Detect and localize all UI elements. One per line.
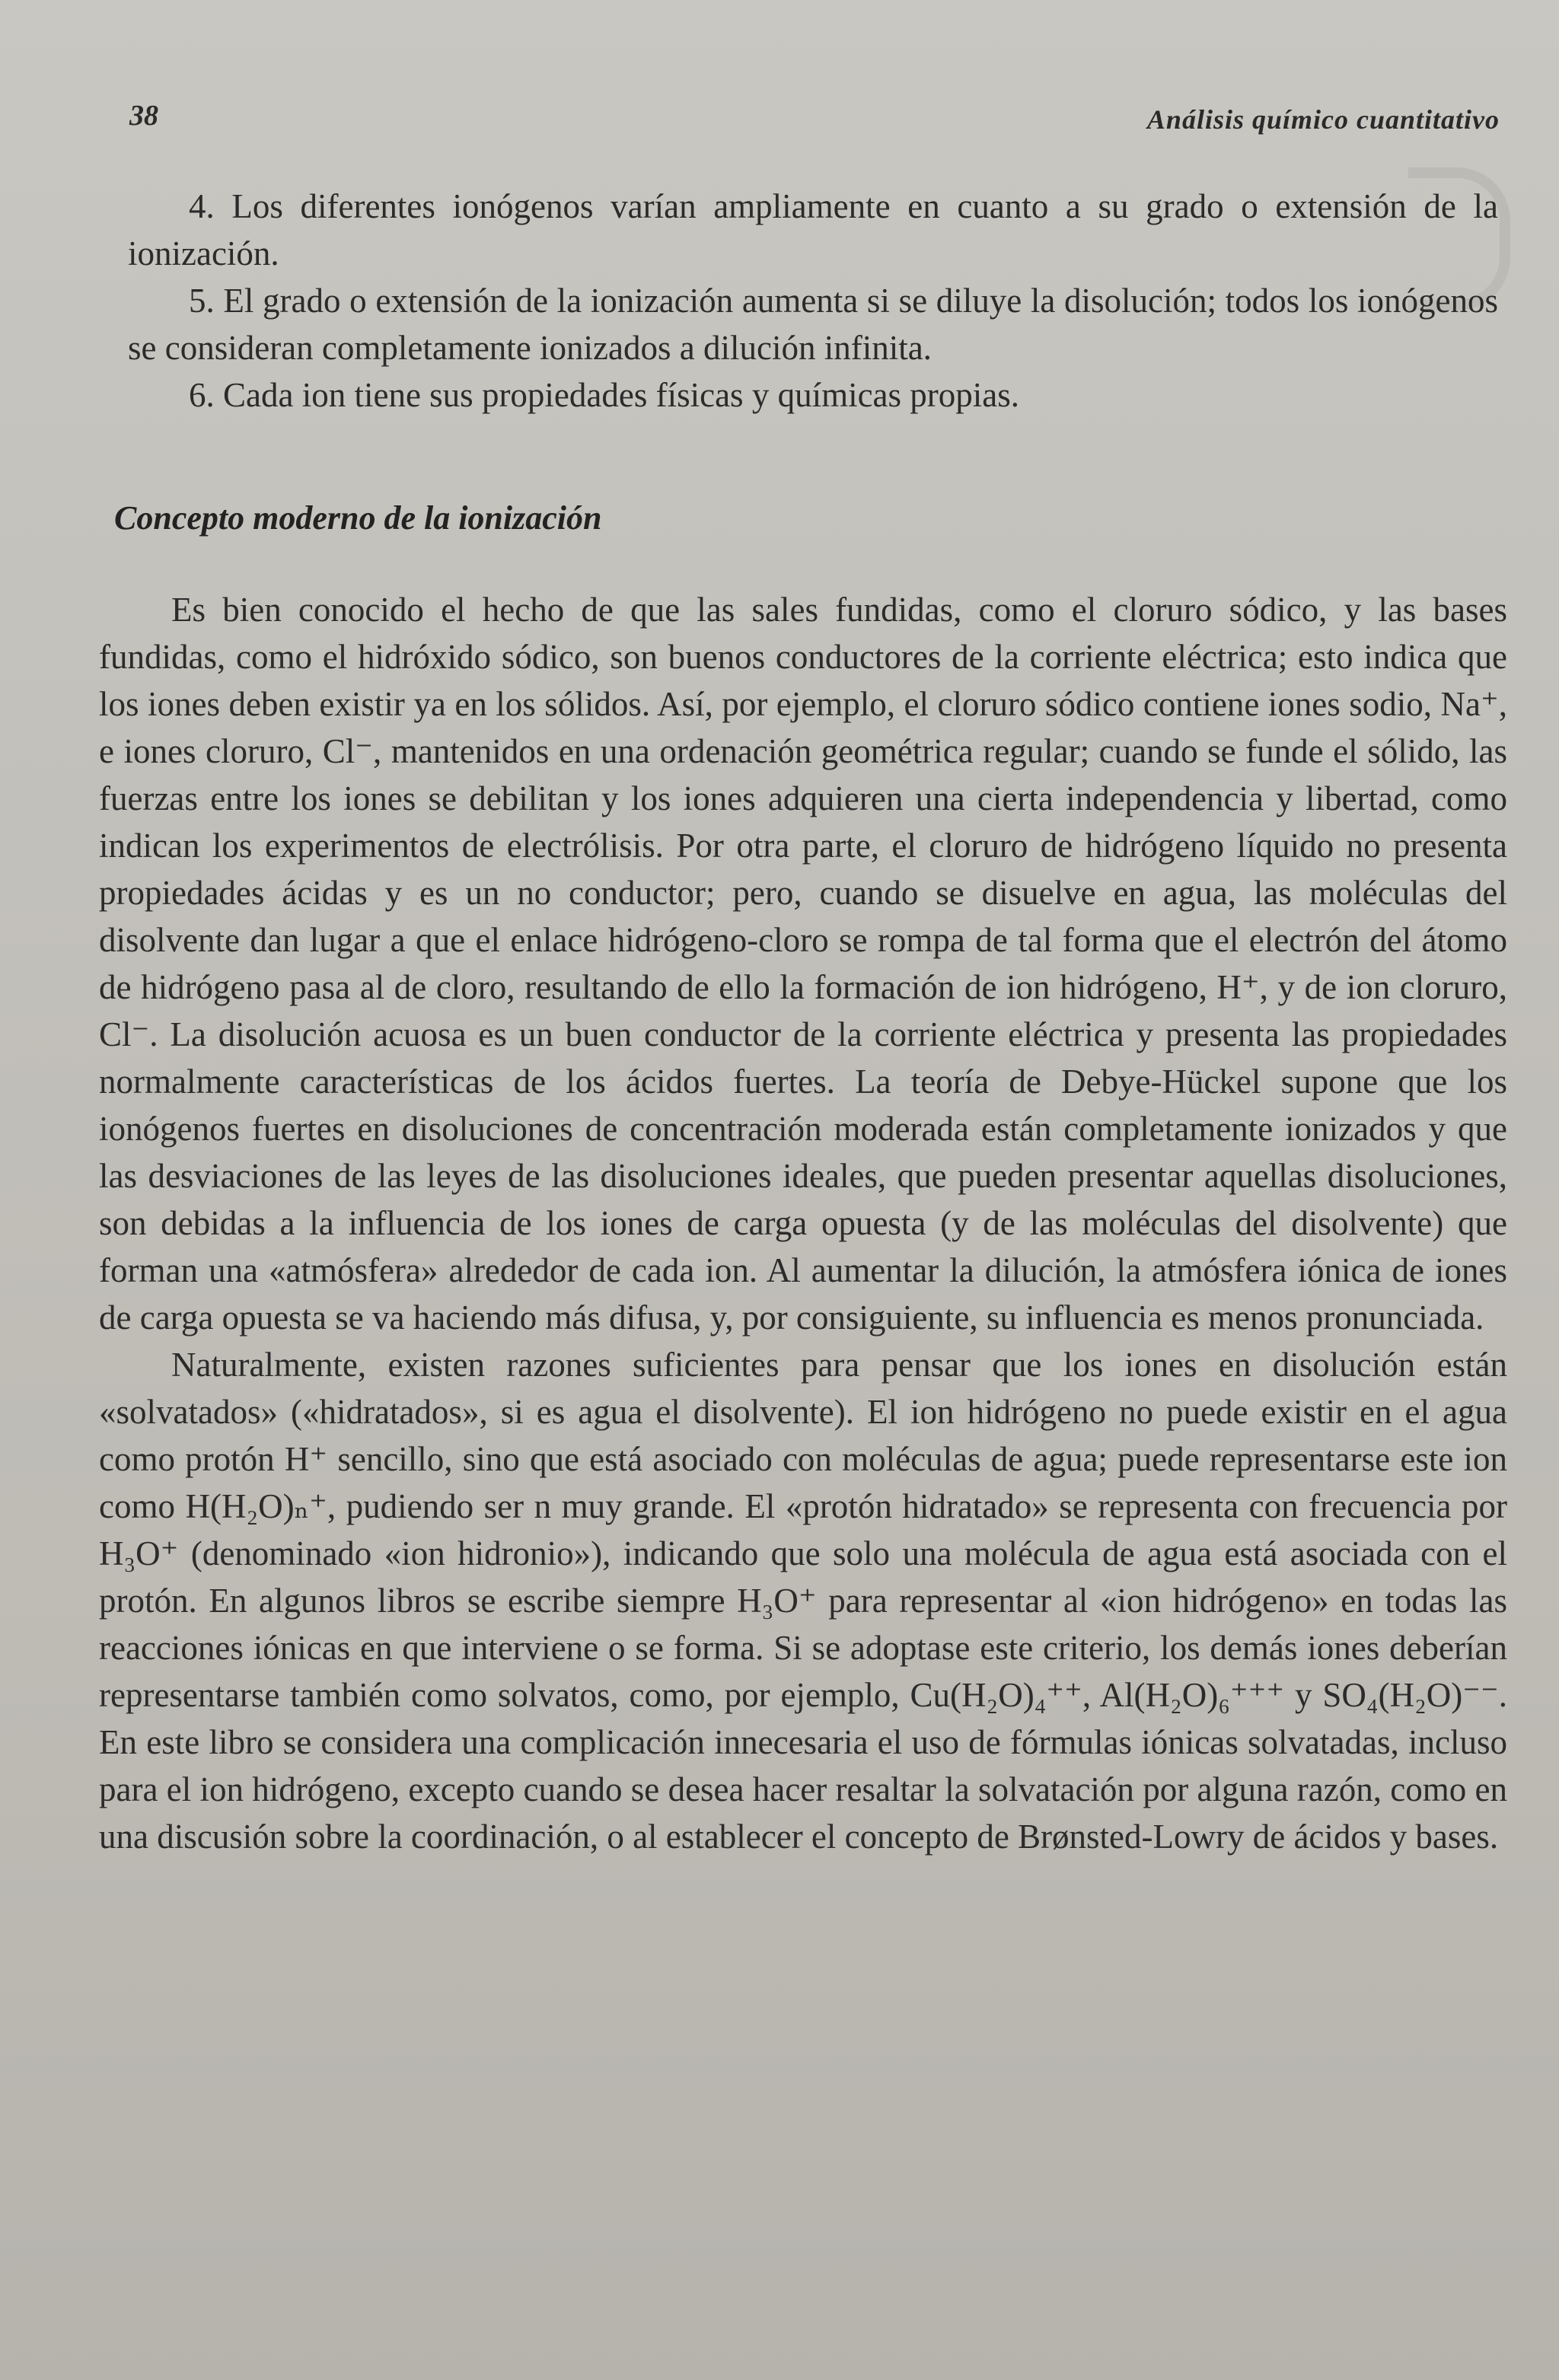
section-body <box>99 586 1507 1860</box>
body-paragraph: Es bien conocido el hecho de que las sales fundidas, como el cloruro sódico, y las bases fundidas, como el hidróxido sódico, son buenos conductores de la corriente eléctrica; esto indica que los iones deben existir ya en los sólidos. Así, por ejemplo, el cloruro sódico contiene iones sodio, Na⁺, e iones cloruro, Cl⁻, mantenidos en una ordenación geométrica regular; cuando se funde el sólido, las fuerzas entre los iones se debilitan y los iones adquieren una cierta independencia y libertad, como indican los experimentos de electrólisis. Por otra parte, el cloruro de hidrógeno líquido no presenta propiedades ácidas y es un no conductor; pero, cuando se disuelve en agua, las moléculas del disolvente dan lugar a que el enlace hidrógeno-cloro se rompa de tal forma que el electrón del átomo de hidrógeno pasa al de cloro, resultando de ello la formación de ion hidrógeno, H⁺, y de ion cloruro, Cl⁻. La disolución acuosa es un buen conductor de la corriente eléctrica y presenta las propiedades normalmente características de los ácidos fuertes. La teoría de Debye-Hückel supone que los ionógenos fuertes en disoluciones de concentración moderada están completamente ionizados y que las desviaciones de las leyes de las disoluciones ideales, que pueden presentar aquellas disoluciones, son debidas a la influencia de los iones de carga opuesta (y de las moléculas del disolvente) que forman una «atmósfera» alrededor de cada ion. Al aumentar la dilución, la atmósfera iónica de iones de carga opuesta se va haciendo más difusa, y, por consiguiente, su influencia es menos pronunciada. <box>99 591 1507 1337</box>
page-header <box>129 99 1500 145</box>
list-item: 5. El grado o extensión de la ionización aumenta si se diluye la disolución; todos los ionógenos se consideran completamente ionizados a dilución infinita. <box>128 282 1498 367</box>
running-title: Análisis químico cuantitativo <box>1146 104 1500 135</box>
body-paragraph: Naturalmente, existen razones suficientes para pensar que los iones en disolución están «solvatados» («hidratados», si es agua el disolvente). El ion hidrógeno no puede existir en el agua como protón H⁺ sencillo, sino que está asociado con moléculas de agua; puede representarse este ion como H(H₂O)ₙ⁺, pudiendo ser n muy grande. El «protón hidratado» se representa con frecuencia por H₃O⁺ (denominado «ion hidronio»), indicando que solo una molécula de agua está asociada con el protón. En algunos libros se escribe siempre H₃O⁺ para representar al «ion hidrógeno» en todas las reacciones iónicas en que interviene o se forma. Si se adoptase este criterio, los demás iones deberían representarse también como solvatos, como, por ejemplo, Cu(H₂O)₄⁺⁺, Al(H₂O)₆⁺⁺⁺ y SO₄(H₂O)⁻⁻. En este libro se considera una complicación innecesaria el uso de fórmulas iónicas solvatadas, incluso para el ion hidrógeno, excepto cuando se desea hacer resaltar la solvatación por alguna razón, como en una discusión sobre la coordinación, o al establecer el concepto de Brønsted-Lowry de ácidos y bases. <box>99 1346 1507 1856</box>
numbered-list <box>128 183 1498 419</box>
page-number: 38 <box>129 100 158 132</box>
section-heading: Concepto moderno de la ionización <box>114 499 602 537</box>
list-item: 6. Cada ion tiene sus propiedades físicas y químicas propias. <box>189 376 1020 414</box>
list-item: 4. Los diferentes ionógenos varían ampliamente en cuanto a su grado o extensión de la ionización. <box>128 187 1498 272</box>
